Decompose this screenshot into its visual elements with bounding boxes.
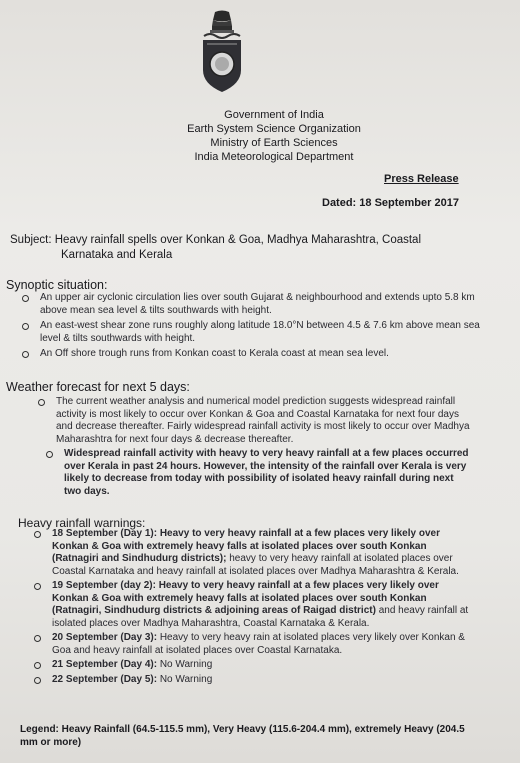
weather-heading: Weather forecast for next 5 days: (6, 380, 190, 394)
warning-day: 22 September (Day 5): (52, 673, 158, 685)
warning-text: heavy to very heavy rainfall at isolated places over Coastal Karnataka and heavy rainfall at isolated places over Madhya Maharashtra & Kerala. (52, 553, 459, 577)
bullet-icon (34, 583, 41, 590)
warning-text: and heavy rainfall at isolated places over Madhya Maharashtra, Coastal Karnataka & Kerala. (52, 605, 469, 629)
list-item-text: The current weather analysis and numerical model prediction suggests widespread rainfall activity is most likely to occur over Konkan & Goa and Coastal Karnataka for next four days and decrease thereafter. Fairly widespread rainfall activity is most likely to occur over Madhya Maharashtra for next four days & decrease thereafter. (56, 396, 470, 445)
list-item (56, 448, 472, 498)
synoptic-heading: Synoptic situation: (6, 278, 108, 292)
list-item (40, 348, 480, 361)
synoptic-list (40, 292, 480, 364)
bullet-icon (22, 323, 29, 330)
bullet-icon (34, 531, 41, 538)
warnings-heading: Heavy rainfall warnings: (18, 516, 146, 530)
gov-line: Government of India (224, 109, 324, 121)
list-item (52, 528, 470, 578)
weather-list (56, 396, 472, 500)
bullet-icon (34, 662, 41, 669)
gov-line: Ministry of Earth Sciences (210, 137, 338, 149)
list-item (52, 580, 470, 630)
warning-text: Heavy to very heavy rain at isolated places very likely over Konkan & Goa and heavy rainfall at isolated places over Coastal Karnataka. (52, 632, 465, 656)
warning-day: 19 September (day 2): Heavy to very heavy rainfall at a few places very likely over Konkan & Goa with extremely heavy falls at isolated places over south Konkan (Ratnagiri, Sindhudurg districts & adjoining areas of Raigad district) (52, 580, 439, 616)
press-release-title: Press Release (384, 173, 459, 185)
legend: Legend: Heavy Rainfall (64.5-115.5 mm), Very Heavy (115.6-204.4 mm), extremely Heavy (204.5 mm or more) (20, 724, 465, 748)
list-item-text: An east-west shear zone runs roughly along latitude 18.0°N between 4.5 & 7.6 km above mean sea level & tilts southwards with height. (40, 320, 480, 344)
list-item (52, 674, 470, 687)
warning-day: 21 September (Day 4): (52, 659, 158, 670)
bullet-icon (46, 451, 53, 458)
bullet-icon (34, 635, 41, 642)
bullet-icon (38, 399, 45, 406)
warnings-list (52, 528, 470, 688)
list-item-text: An upper air cyclonic circulation lies over south Gujarat & neighbourhood and extends upto 5.8 km above mean sea level & tilts southwards with height. (40, 292, 475, 316)
warning-text: No Warning (157, 659, 213, 670)
subject (10, 233, 510, 263)
list-item (56, 396, 472, 446)
warning-day: 20 September (Day 3): (52, 632, 158, 643)
list-item-text: An Off shore trough runs from Konkan coast to Kerala coast at mean sea level. (40, 348, 389, 359)
list-item (40, 320, 480, 345)
bullet-icon (22, 351, 29, 358)
national-emblem-icon (198, 10, 246, 96)
bullet-icon (22, 295, 29, 302)
gov-line: India Meteorological Department (194, 151, 354, 163)
date-line: Dated: 18 September 2017 (322, 197, 459, 209)
list-item (52, 632, 470, 657)
gov-line: Earth System Science Organization (187, 123, 361, 135)
list-item (52, 659, 470, 672)
bullet-icon (34, 677, 41, 684)
list-item-text: Widespread rainfall activity with heavy to very heavy rainfall at a few places occurred over Kerala in past 24 hours. However, the intensity of the rainfall over Kerala is very likely to decrease from today with possibility of isolated heavy rainfall during next two days. (64, 448, 469, 497)
government-header (0, 108, 520, 164)
subject-line: Karnataka and Kerala (61, 249, 173, 261)
list-item (40, 292, 480, 317)
warning-text: No Warning (157, 673, 213, 685)
warning-day: 18 September (Day 1): Heavy to very heavy rainfall at a few places very likely over Konkan & Goa with extremely heavy falls at isolated places over south Konkan (Ratnagiri and Sindhudurg districts); (52, 528, 440, 564)
subject-line: Subject: Heavy rainfall spells over Konkan & Goa, Madhya Maharashtra, Coastal (10, 234, 422, 246)
